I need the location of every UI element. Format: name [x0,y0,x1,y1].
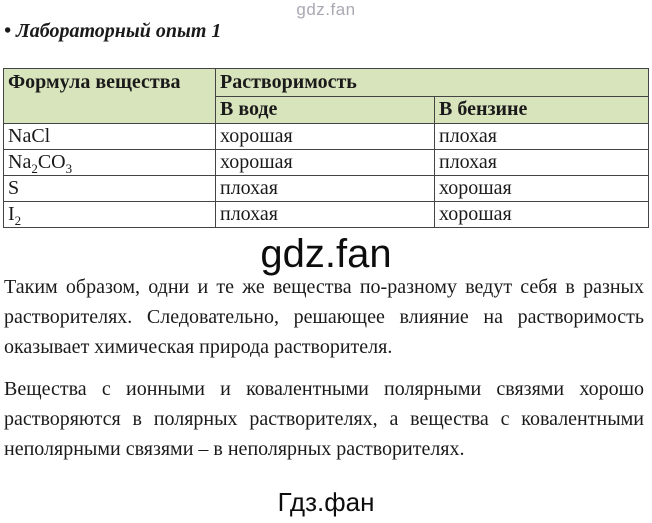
formula-text: NaCl [8,125,51,147]
formula-column-header: Формула вещества [4,69,216,124]
bonds-paragraph: Вещества с ионными и ковалентными полярными связями хорошо растворяются в полярных растворителях, а вещества с ковалентными неполярными связями – в неполярных растворителях. [4,378,644,460]
formula-cell [4,202,216,228]
petrol-cell: плохая [435,124,649,150]
watermark-middle: gdz.fan [260,232,392,276]
formula-cell [4,176,216,202]
formula-cell [4,150,216,176]
water-cell: хорошая [216,124,435,150]
petrol-column-header: В бензине [435,96,649,124]
water-cell: плохая [216,202,435,228]
formula-text: CO [37,151,66,173]
conclusion-paragraph: Таким образом, одни и те же вещества по-разному ведут себя в разных растворителях. Следовательно, решающее влияние на растворимость оказывает химическая природа растворителя. [4,276,644,358]
table-row [4,202,649,228]
formula-text: I [8,203,15,225]
water-cell: хорошая [216,150,435,176]
water-cell: плохая [216,176,435,202]
formula-subscript: 2 [31,161,38,176]
formula-subscript: 2 [14,213,22,228]
petrol-cell: хорошая [435,176,649,202]
formula-text: Na [8,151,32,173]
solubility-group-header: Растворимость [216,69,649,97]
watermark-bottom: Гдз.фан [277,487,375,517]
table-header-row [4,69,649,97]
formula-subscript: 3 [65,161,73,176]
petrol-cell: плохая [435,150,649,176]
formula-cell [4,124,216,150]
table-row [4,176,649,202]
table-row [4,150,649,176]
solubility-table [3,68,649,228]
water-column-header: В воде [216,96,435,124]
petrol-cell: хорошая [435,202,649,228]
page-heading: • Лабораторный опыт 1 [4,20,222,42]
watermark-top: gdz.fan [296,0,356,19]
formula-text: S [8,177,20,199]
table-row [4,124,649,150]
